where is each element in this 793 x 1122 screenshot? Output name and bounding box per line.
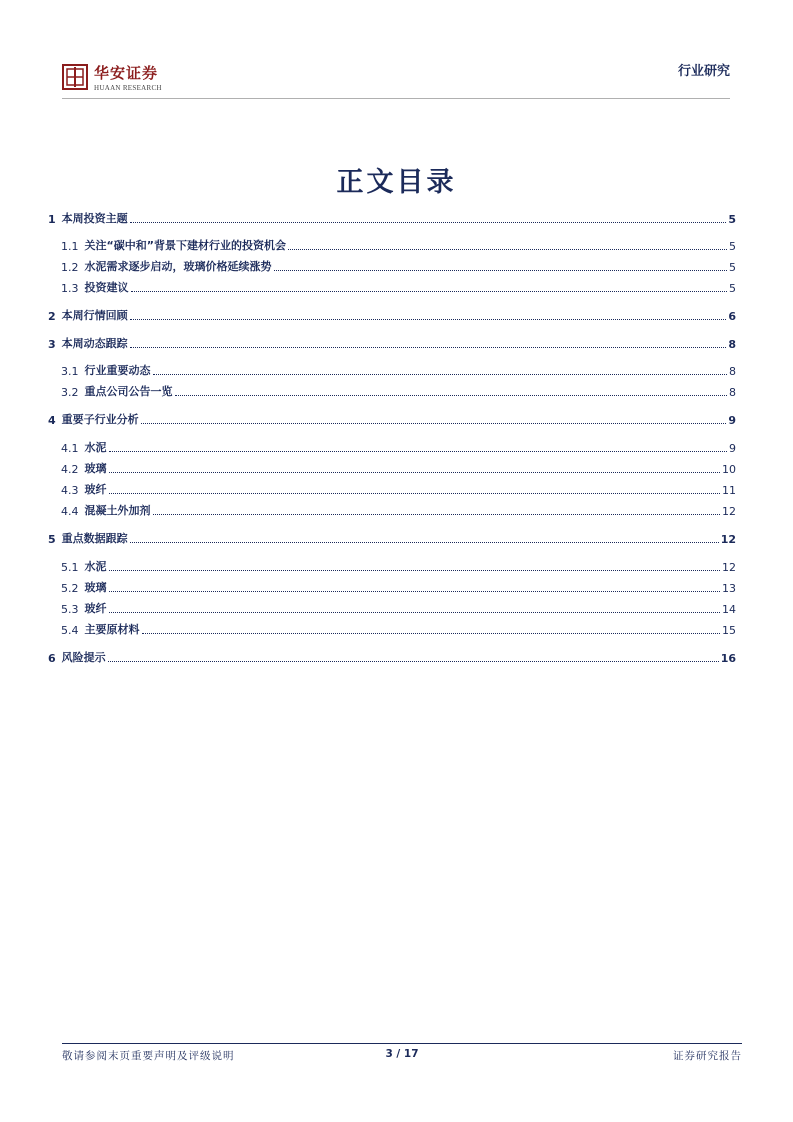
toc-leader-dots [109, 612, 721, 613]
toc-entry-label: 玻纤 [84, 483, 107, 496]
toc-entry-number: 6 [48, 652, 56, 665]
brand-text [94, 62, 162, 92]
toc-entry-number: 4.4 [61, 505, 79, 518]
toc-entry[interactable] [48, 439, 736, 455]
toc-entry-page: 11 [722, 484, 736, 497]
toc-entry-page: 5 [729, 240, 736, 253]
toc-entry-label: 水泥 [84, 441, 107, 454]
toc-entry-label: 混凝土外加剂 [84, 504, 151, 517]
toc-entry-label: 玻纤 [84, 602, 107, 615]
toc-entry-page: 5 [729, 261, 736, 274]
toc-leader-dots [288, 249, 727, 250]
toc-entry[interactable] [48, 237, 736, 253]
toc-entry[interactable] [48, 383, 736, 399]
toc-entry-page: 8 [729, 365, 736, 378]
toc-entry[interactable] [48, 210, 736, 226]
toc-leader-dots [141, 423, 727, 424]
toc-entry[interactable] [48, 411, 736, 427]
toc-entry[interactable] [48, 579, 736, 595]
toc-leader-dots [109, 472, 721, 473]
toc-entry-label: 重点公司公告一览 [84, 385, 173, 398]
toc-entry[interactable] [48, 307, 736, 323]
brand-name-en: HUAAN RESEARCH [94, 84, 162, 92]
toc-entry-number: 5 [48, 533, 56, 546]
toc-entry-page: 8 [728, 338, 736, 351]
toc-entry-number: 5.3 [61, 603, 79, 616]
toc-leader-dots [175, 395, 728, 396]
toc-entry-number: 1 [48, 213, 56, 226]
toc-entry-label: 行业重要动态 [84, 364, 151, 377]
toc-entry-number: 1.3 [61, 282, 79, 295]
toc-entry[interactable] [48, 279, 736, 295]
toc-entry-label: 重要子行业分析 [61, 413, 139, 426]
toc-leader-dots [108, 661, 719, 662]
document-type: 行业研究 [677, 64, 730, 79]
toc-entry[interactable] [48, 558, 736, 574]
toc-entry-page: 14 [722, 603, 736, 616]
toc-entry-page: 15 [722, 624, 736, 637]
toc-entry-number: 4 [48, 414, 56, 427]
toc-entry-label: 关注“碳中和”背景下建材行业的投资机会 [84, 239, 286, 252]
toc-entry-label: 水泥需求逐步启动，玻璃价格延续涨势 [84, 260, 272, 273]
toc-leader-dots [274, 270, 728, 271]
toc-entry-number: 3 [48, 338, 56, 351]
toc-entry-number: 5.1 [61, 561, 79, 574]
toc-entry[interactable] [48, 530, 736, 546]
toc-entry-number: 4.2 [61, 463, 79, 476]
brand-name-cn: 华安证券 [94, 64, 159, 82]
toc-entry-page: 6 [728, 310, 736, 323]
toc-entry-number: 2 [48, 310, 56, 323]
toc-entry-label: 本周行情回顾 [61, 309, 128, 322]
toc-entry[interactable] [48, 362, 736, 378]
toc-leader-dots [109, 451, 728, 452]
toc-entry-number: 1.2 [61, 261, 79, 274]
footer-disclaimer: 敬请参阅末页重要声明及评级说明 [62, 1050, 235, 1062]
toc-entry-page: 12 [720, 533, 736, 546]
toc-entry-label: 玻璃 [84, 462, 107, 475]
toc-entry-number: 1.1 [61, 240, 79, 253]
toc-entry-page: 5 [728, 213, 736, 226]
page-number: 3 / 17 [385, 1048, 419, 1060]
page-header [62, 60, 730, 96]
toc-entry[interactable] [48, 481, 736, 497]
toc-entry-page: 10 [722, 463, 736, 476]
header-divider [62, 98, 730, 99]
toc-entry[interactable] [48, 258, 736, 274]
toc-entry-page: 13 [722, 582, 736, 595]
toc-entry-page: 12 [722, 505, 736, 518]
page-footer [62, 1048, 742, 1064]
toc-entry-number: 5.2 [61, 582, 79, 595]
toc-entry-page: 16 [720, 652, 736, 665]
toc-entry-number: 3.2 [61, 386, 79, 399]
report-type: 证券研究报告 [673, 1050, 742, 1062]
toc-leader-dots [130, 542, 719, 543]
toc-entry[interactable] [48, 600, 736, 616]
toc-entry-label: 投资建议 [84, 281, 129, 294]
toc-entry-label: 风险提示 [61, 651, 106, 664]
toc-entry-label: 本周动态跟踪 [61, 337, 128, 350]
toc-entry-label: 水泥 [84, 560, 107, 573]
toc-leader-dots [131, 291, 728, 292]
page-title: 正文目录 [336, 167, 457, 198]
toc-leader-dots [130, 222, 727, 223]
toc-entry-page: 12 [722, 561, 736, 574]
footer-divider [62, 1043, 742, 1044]
toc-entry-label: 重点数据跟踪 [61, 532, 128, 545]
huaan-logo-icon [62, 64, 88, 90]
toc-leader-dots [130, 347, 727, 348]
toc-entry-number: 4.3 [61, 484, 79, 497]
toc-entry-number: 3.1 [61, 365, 79, 378]
toc-entry-number: 5.4 [61, 624, 79, 637]
toc-entry-label: 玻璃 [84, 581, 107, 594]
toc-leader-dots [109, 493, 721, 494]
toc-leader-dots [153, 374, 728, 375]
toc-entry-page: 9 [728, 414, 736, 427]
toc-entry[interactable] [48, 502, 736, 518]
toc-leader-dots [153, 514, 721, 515]
toc-entry-page: 9 [729, 442, 736, 455]
toc-entry[interactable] [48, 621, 736, 637]
toc-entry[interactable] [48, 335, 736, 351]
toc-leader-dots [130, 319, 727, 320]
toc-entry[interactable] [48, 649, 736, 665]
toc-entry-label: 本周投资主题 [61, 212, 128, 225]
toc-entry[interactable] [48, 460, 736, 476]
toc-entry-number: 4.1 [61, 442, 79, 455]
toc-leader-dots [109, 570, 721, 571]
toc-entry-label: 主要原材料 [84, 623, 140, 636]
toc-entry-page: 5 [729, 282, 736, 295]
toc-entry-page: 8 [729, 386, 736, 399]
toc-leader-dots [109, 591, 721, 592]
toc-leader-dots [142, 633, 721, 634]
